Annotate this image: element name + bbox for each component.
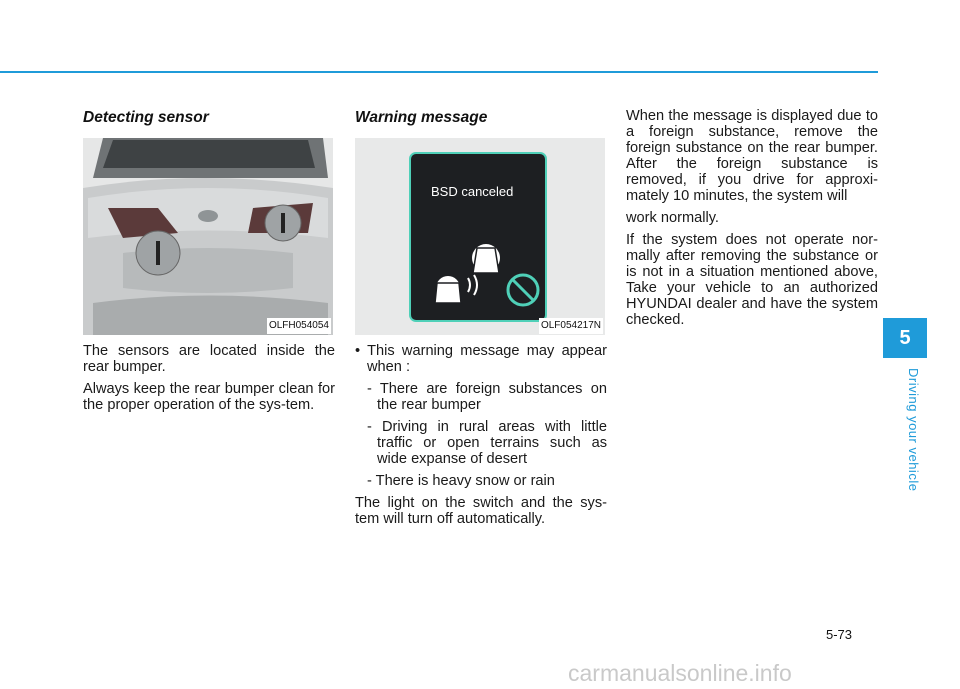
dash-item: - There are foreign substances on the rear bumper bbox=[367, 381, 607, 413]
paragraph: Always keep the rear bumper clean for the proper operation of the sys-tem. bbox=[83, 381, 335, 413]
cluster-display-figure bbox=[355, 138, 605, 335]
dash-item: - There is heavy snow or rain bbox=[367, 473, 555, 489]
bullet-mark: • bbox=[355, 343, 368, 359]
top-rule bbox=[0, 71, 878, 73]
paragraph: When the message is displayed due to a foreign substance, remove the foreign substance on the rear bumper. After the foreign substance is removed, if you drive for approxi-mately 10 minutes, the system will bbox=[626, 108, 878, 204]
page-number: 5-73 bbox=[826, 627, 853, 642]
paragraph: If the system does not operate nor-mally after removing the substance or is not in a situation mentioned above, Take your vehicle to an authorized HYUNDAI dealer and have the system checked. bbox=[626, 232, 878, 328]
bullet-item bbox=[355, 343, 607, 375]
dash-item: - Driving in rural areas with little traffic or open terrains such as wide expanse of desert bbox=[367, 419, 607, 467]
figure-code: OLFH054054 bbox=[267, 318, 331, 334]
column-detecting-sensor bbox=[83, 108, 335, 419]
paragraph: The light on the switch and the sys-tem will turn off automatically. bbox=[355, 495, 607, 527]
heading-detecting-sensor: Detecting sensor bbox=[83, 109, 209, 126]
car-rear-illustration bbox=[83, 138, 333, 335]
paragraph: work normally. bbox=[626, 210, 719, 226]
bsd-canceled-display bbox=[355, 138, 605, 335]
heading-warning-message: Warning message bbox=[355, 109, 488, 126]
car-rear-figure bbox=[83, 138, 333, 335]
paragraph: The sensors are located inside the rear bumper. bbox=[83, 343, 335, 375]
bullet-text: This warning message may appear when : bbox=[367, 343, 608, 375]
chapter-title: Driving your vehicle bbox=[906, 368, 921, 492]
display-text: BSD canceled bbox=[431, 184, 514, 199]
chapter-tab: 5 bbox=[883, 318, 927, 358]
figure-code: OLF054217N bbox=[539, 318, 603, 334]
watermark: carmanualsonline.info bbox=[568, 660, 792, 686]
column-warning-message bbox=[355, 108, 607, 533]
column-continued bbox=[626, 108, 878, 334]
